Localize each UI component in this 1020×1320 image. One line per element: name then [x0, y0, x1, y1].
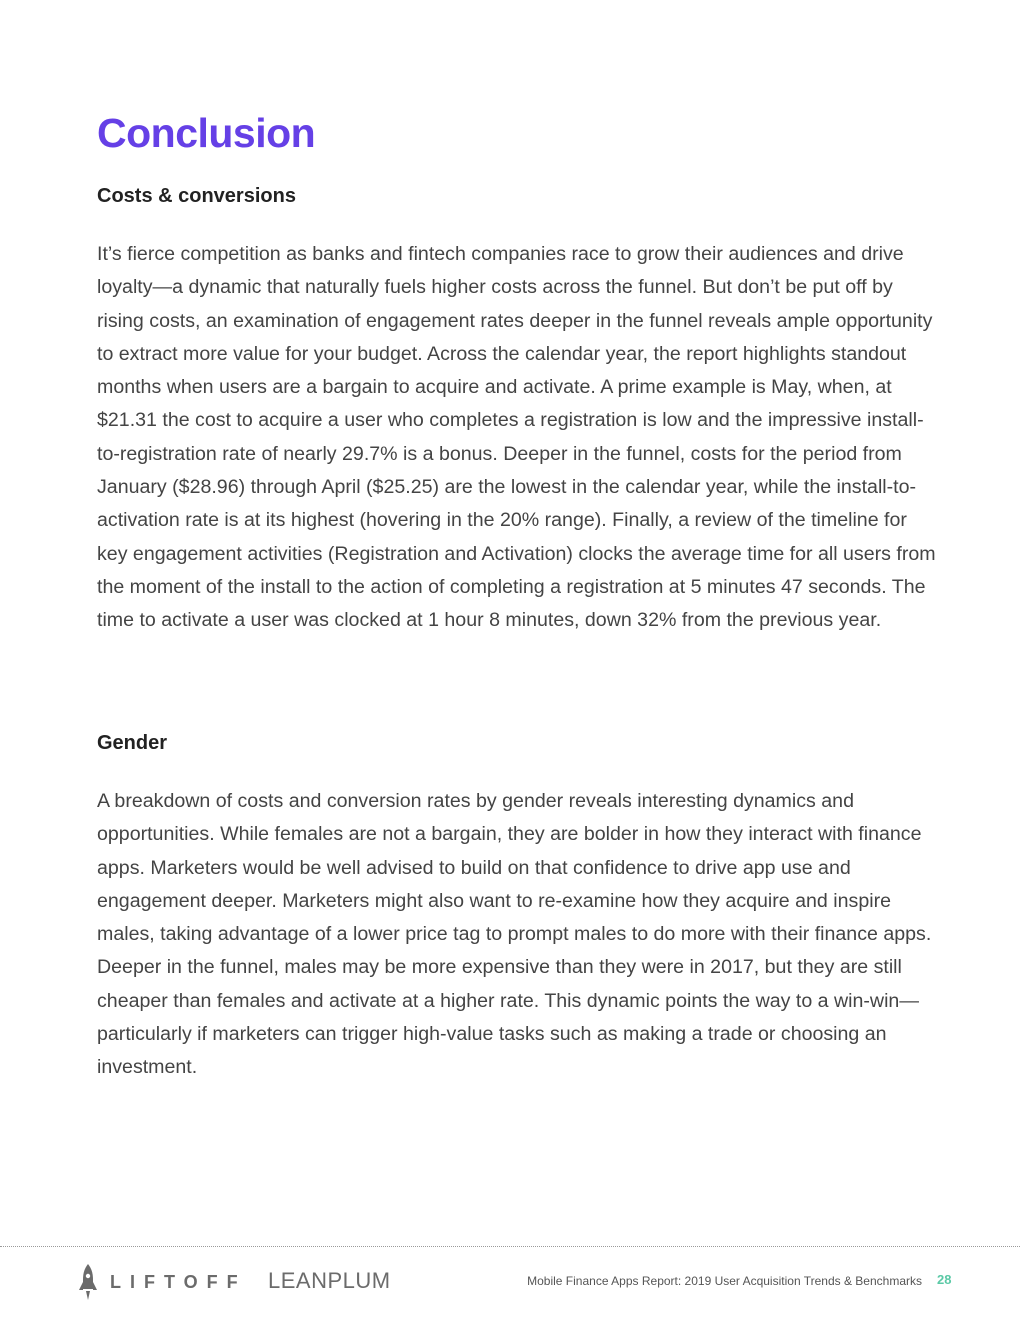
leanplum-logo: LEANPLUM: [268, 1268, 391, 1293]
footer-caption: Mobile Finance Apps Report: 2019 User Acquisition Trends & Benchmarks: [527, 1274, 922, 1288]
rocket-icon: [78, 1263, 98, 1301]
section-heading: Costs & conversions: [97, 185, 296, 207]
section-gender: [97, 730, 937, 1085]
page-footer: [0, 1247, 1020, 1320]
liftoff-wordmark: LIFTOFF: [110, 1272, 247, 1292]
section-heading: Gender: [97, 732, 168, 754]
page-number: 28: [937, 1272, 952, 1287]
section-paragraph: It’s fierce competition as banks and fintech companies race to grow their audiences and drive loyalty—a dynamic that naturally fuels higher costs across the funnel. But don’t be put off by rising costs, an examination of engagement rates deeper in the funnel reveals ample opportunity to extract more value for your budget. Across the calendar year, the report highlights standout months when users are a bargain to acquire and activate. A prime example is May, when, at $21.31 the cost to acquire a user who completes a registration is low and the impressive install-to-registration rate of nearly 29.7% is a bonus. Deeper in the funnel, costs for the period from January ($28.96) through April ($25.25) are the lowest in the calendar year, while the install-to-activation rate is at its highest (hovering in the 20% range). Finally, a review of the timeline for key engagement activities (Registration and Activation) clocks the average time for all users from the moment of the install to the action of completing a registration at 5 minutes 47 seconds. The time to activate a user was clocked at 1 hour 8 minutes, down 32% from the previous year.: [97, 243, 936, 632]
page-title: Conclusion: [97, 110, 316, 156]
section-costs-conversions: [97, 183, 937, 638]
section-paragraph: A breakdown of costs and conversion rates by gender reveals interesting dynamics and opportunities. While females are not a bargain, they are bolder in how they interact with finance apps. Marketers would be well advised to build on that confidence to drive app use and engagement deeper. Marketers might also want to re-examine how they acquire and inspire males, taking advantage of a lower price tag to prompt males to do more with their finance apps. Deeper in the funnel, males may be more expensive than they were in 2017, but they are still cheaper than females and activate at a higher rate. This dynamic points the way to a win-win—particularly if marketers can trigger high-value tasks such as making a trade or choosing an investment.: [97, 790, 932, 1079]
liftoff-logo: [78, 1263, 247, 1301]
